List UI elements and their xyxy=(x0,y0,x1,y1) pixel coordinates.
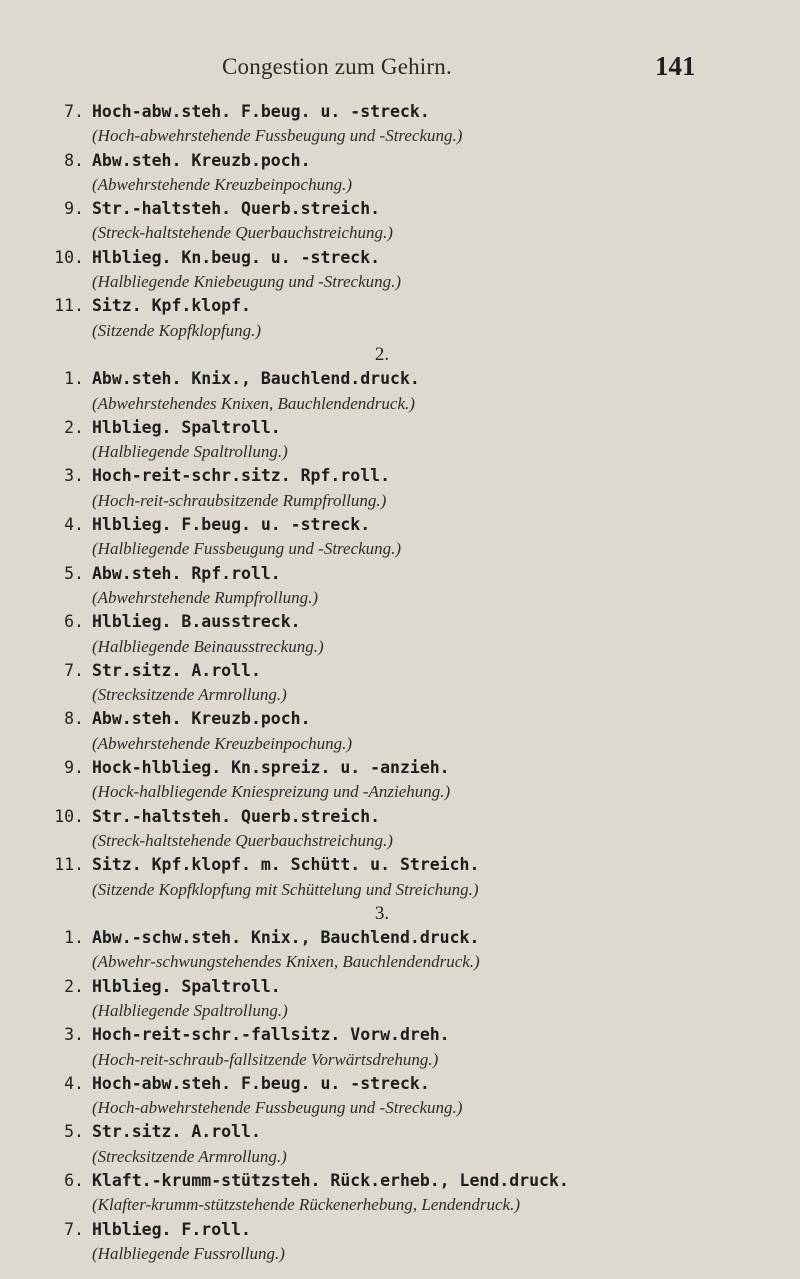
list-item xyxy=(52,464,792,513)
item-number: 2. xyxy=(64,976,84,996)
abbreviated-exercise: Hoch-reit-schr.-fallsitz. Vorw.dreh. xyxy=(92,1025,450,1045)
continued-list xyxy=(52,100,792,343)
list-item xyxy=(52,610,792,659)
abbreviated-exercise: Str.sitz. A.roll. xyxy=(92,660,261,680)
item-number: 9. xyxy=(64,199,84,219)
full-exercise-name: (Streck-haltstehende Querbauchstreichung.) xyxy=(92,830,393,850)
list-item xyxy=(52,853,792,902)
full-exercise-name: (Halbliegende Spaltrollung.) xyxy=(92,1000,288,1020)
item-number: 10. xyxy=(54,806,84,826)
item-number: 8. xyxy=(64,709,84,729)
list-item xyxy=(52,294,792,343)
section-heading-2: 2. xyxy=(374,343,390,365)
item-number: 8. xyxy=(64,150,84,170)
item-number: 7. xyxy=(64,1219,84,1239)
list-item xyxy=(52,1169,792,1218)
list-item xyxy=(52,367,792,416)
abbreviated-exercise: Hoch-abw.steh. F.beug. u. -streck. xyxy=(92,102,430,121)
full-exercise-name: (Hoch-abwehrstehende Fussbeugung und -Streckung.) xyxy=(92,1098,463,1118)
list-item xyxy=(52,975,792,1024)
item-number: 5. xyxy=(64,1122,84,1142)
full-exercise-name: (Halbliegende Fussbeugung und -Streckung.) xyxy=(92,539,402,559)
full-exercise-name: (Abwehrstehende Rumpfrollung.) xyxy=(92,587,318,607)
list-item xyxy=(52,513,792,562)
abbreviated-exercise: Abw.steh. Knix., Bauchlend.druck. xyxy=(92,369,420,389)
item-number: 7. xyxy=(64,102,84,121)
list-item xyxy=(52,416,792,465)
item-number: 7. xyxy=(64,660,84,680)
abbreviated-exercise: Str.-haltsteh. Querb.streich. xyxy=(92,199,381,219)
item-number: 6. xyxy=(64,612,84,632)
full-exercise-name: (Abwehrstehendes Knixen, Bauchlendendruck.) xyxy=(92,393,415,413)
full-exercise-name: (Abwehr-schwungstehendes Knixen, Bauchlendendruck.) xyxy=(92,952,480,972)
abbreviated-exercise: Sitz. Kpf.klopf. xyxy=(92,296,251,316)
abbreviated-exercise: Hlblieg. F.beug. u. -streck. xyxy=(92,515,371,535)
running-title: Congestion zum Gehirn. xyxy=(222,54,452,79)
list-item xyxy=(52,805,792,854)
item-number: 11. xyxy=(54,296,84,316)
item-number: 10. xyxy=(54,247,84,267)
section-heading-3: 3. xyxy=(374,902,390,924)
section-3-list xyxy=(52,926,792,1266)
full-exercise-name: (Strecksitzende Armrollung.) xyxy=(92,1146,287,1166)
list-item xyxy=(52,1023,792,1072)
abbreviated-exercise: Hlblieg. Kn.beug. u. -streck. xyxy=(92,247,381,267)
full-exercise-name: (Halbliegende Kniebeugung und -Streckung.) xyxy=(92,272,402,292)
abbreviated-exercise: Hoch-reit-schr.sitz. Rpf.roll. xyxy=(92,466,391,486)
abbreviated-exercise: Abw.steh. Rpf.roll. xyxy=(92,563,281,583)
abbreviated-exercise: Abw.steh. Kreuzb.poch. xyxy=(92,150,311,170)
abbreviated-exercise: Hlblieg. B.ausstreck. xyxy=(92,612,301,632)
item-number: 6. xyxy=(64,1171,84,1191)
abbreviated-exercise: Hoch-abw.steh. F.beug. u. -streck. xyxy=(92,1073,430,1093)
list-item xyxy=(52,926,792,975)
page-header xyxy=(0,51,800,84)
list-item xyxy=(52,197,792,246)
full-exercise-name: (Sitzende Kopfklopfung mit Schüttelung und Streichung.) xyxy=(92,879,479,899)
item-number: 11. xyxy=(54,855,84,875)
list-item xyxy=(52,1218,792,1267)
item-number: 4. xyxy=(64,515,84,535)
full-exercise-name: (Halbliegende Fussrollung.) xyxy=(92,1243,285,1263)
full-exercise-name: (Hoch-reit-schraubsitzende Rumpfrollung.) xyxy=(92,490,387,510)
abbreviated-exercise: Str.-haltsteh. Querb.streich. xyxy=(92,806,381,826)
list-item xyxy=(52,1072,792,1121)
abbreviated-exercise: Hock-hlblieg. Kn.spreiz. u. -anzieh. xyxy=(92,758,450,778)
full-exercise-name: (Hock-halbliegende Kniespreizung und -Anziehung.) xyxy=(92,782,451,802)
exercise-lists xyxy=(52,100,792,1266)
full-exercise-name: (Abwehrstehende Kreuzbeinpochung.) xyxy=(92,174,352,194)
item-number: 5. xyxy=(64,563,84,583)
abbreviated-exercise: Sitz. Kpf.klopf. m. Schütt. u. Streich. xyxy=(92,855,480,875)
item-number: 9. xyxy=(64,758,84,778)
item-number: 3. xyxy=(64,466,84,486)
list-item xyxy=(52,707,792,756)
full-exercise-name: (Hoch-abwehrstehende Fussbeugung und -Streckung.) xyxy=(92,126,463,146)
list-item xyxy=(52,659,792,708)
abbreviated-exercise: Abw.steh. Kreuzb.poch. xyxy=(92,709,311,729)
full-exercise-name: (Streck-haltstehende Querbauchstreichung.) xyxy=(92,223,393,243)
item-number: 1. xyxy=(64,369,84,389)
item-number: 4. xyxy=(64,1073,84,1093)
abbreviated-exercise: Hlblieg. Spaltroll. xyxy=(92,417,281,437)
item-number: 1. xyxy=(64,928,84,948)
full-exercise-name: (Halbliegende Beinausstreckung.) xyxy=(92,636,324,656)
full-exercise-name: (Halbliegende Spaltrollung.) xyxy=(92,442,288,462)
section-2-list xyxy=(52,367,792,902)
abbreviated-exercise: Hlblieg. F.roll. xyxy=(92,1219,251,1239)
list-item xyxy=(52,149,792,198)
list-item xyxy=(52,246,792,295)
item-number: 2. xyxy=(64,417,84,437)
list-item xyxy=(52,100,792,149)
abbreviated-exercise: Klaft.-krumm-stützsteh. Rück.erheb., Lend.druck. xyxy=(92,1171,569,1191)
item-number: 3. xyxy=(64,1025,84,1045)
full-exercise-name: (Sitzende Kopfklopfung.) xyxy=(92,320,262,340)
list-item xyxy=(52,756,792,805)
page-number: 141 xyxy=(655,51,696,81)
full-exercise-name: (Abwehrstehende Kreuzbeinpochung.) xyxy=(92,733,352,753)
abbreviated-exercise: Abw.-schw.steh. Knix., Bauchlend.druck. xyxy=(92,928,480,948)
full-exercise-name: (Klafter-krumm-stützstehende Rückenerhebung, Lendendruck.) xyxy=(92,1195,521,1215)
list-item xyxy=(52,562,792,611)
list-item xyxy=(52,1120,792,1169)
full-exercise-name: (Hoch-reit-schraub-fallsitzende Vorwärtsdrehung.) xyxy=(92,1049,439,1069)
full-exercise-name: (Strecksitzende Armrollung.) xyxy=(92,685,287,705)
abbreviated-exercise: Str.sitz. A.roll. xyxy=(92,1122,261,1142)
abbreviated-exercise: Hlblieg. Spaltroll. xyxy=(92,976,281,996)
